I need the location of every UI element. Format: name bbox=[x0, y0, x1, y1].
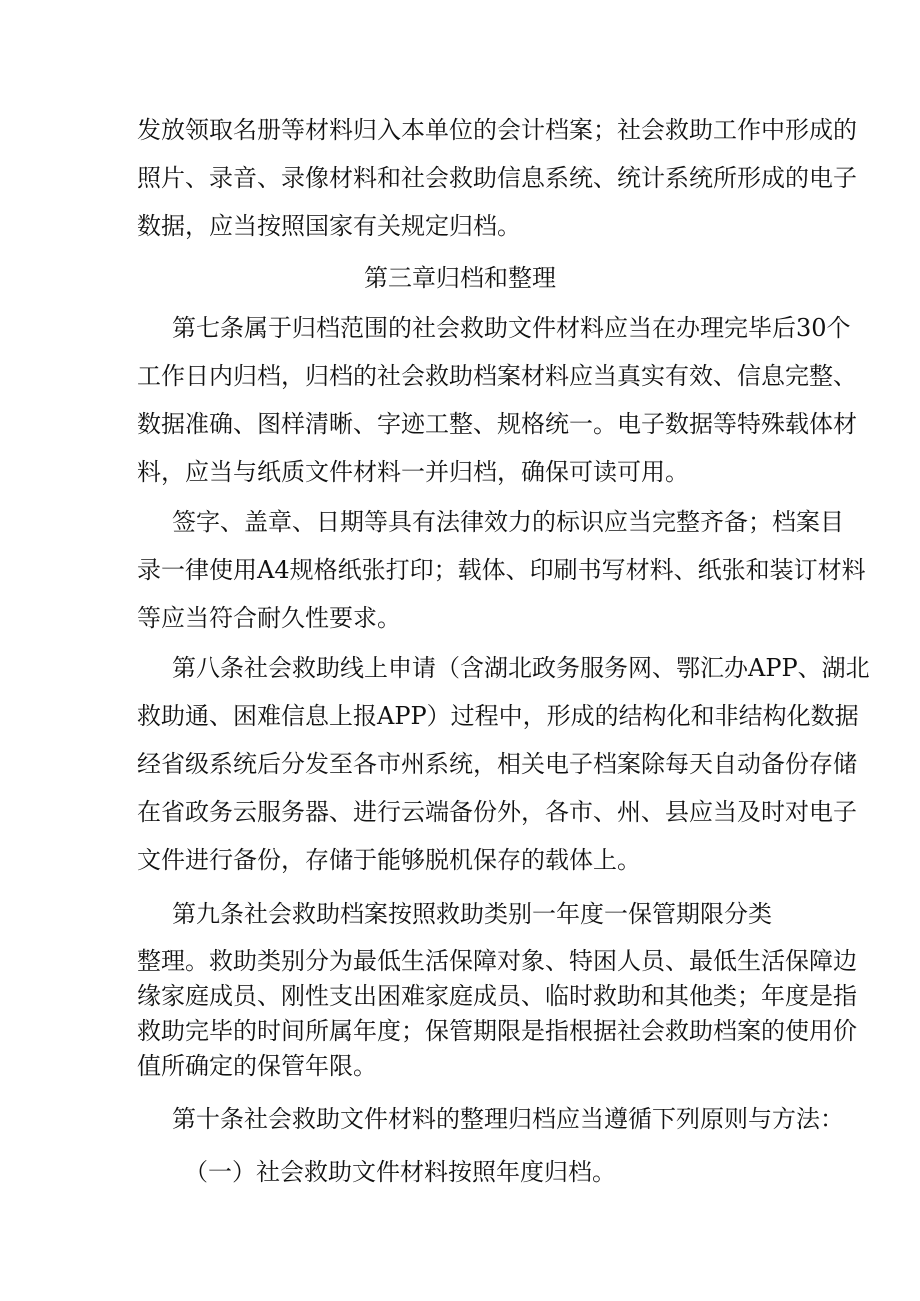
body-text-line: 整理。救助类别分为最低生活保障对象、特困人员、最低生活保障边 bbox=[137, 947, 857, 975]
body-text-line: 在省政务云服务器、进行云端备份外，各市、州、县应当及时对电子 bbox=[137, 798, 857, 826]
body-text-line: 经省级系统后分发至各市州系统，相关电子档案除每天自动备份存储 bbox=[137, 750, 857, 778]
body-text-line: 救助完毕的时间所属年度；保管期限是指根据社会救助档案的使用价 bbox=[137, 1017, 857, 1045]
body-text-line: 缘家庭成员、刚性支出困难家庭成员、临时救助和其他类；年度是指 bbox=[137, 982, 857, 1010]
body-text-line: 工作日内归档，归档的社会救助档案材料应当真实有效、信息完整、 bbox=[137, 362, 857, 390]
chapter-heading: 第三章归档和整理 bbox=[364, 264, 556, 292]
body-text-line: 值所确定的保管年限。 bbox=[137, 1052, 377, 1080]
body-text-line: 数据准确、图样清晰、字迹工整、规格统一。电子数据等特殊载体材 bbox=[137, 410, 857, 438]
body-text-line: 文件进行备份，存储于能够脱机保存的载体上。 bbox=[137, 846, 641, 874]
body-text-line: 第八条社会救助线上申请（含湖北政务服务网、鄂汇办APP、湖北 bbox=[172, 654, 870, 682]
body-text-line: 料，应当与纸质文件材料一并归档，确保可读可用。 bbox=[137, 458, 689, 486]
body-text-line: 数据，应当按照国家有关规定归档。 bbox=[137, 212, 521, 240]
body-text-line: 照片、录音、录像材料和社会救助信息系统、统计系统所形成的电子 bbox=[137, 164, 857, 192]
body-text-line: 录一律使用A4规格纸张打印；载体、印刷书写材料、纸张和装订材料 bbox=[137, 556, 866, 584]
body-text-line: 发放领取名册等材料归入本单位的会计档案；社会救助工作中形成的 bbox=[137, 116, 857, 144]
body-text-line: 第九条社会救助档案按照救助类别一年度一保管期限分类 bbox=[172, 900, 772, 928]
body-text-line: 救助通、困难信息上报APP）过程中，形成的结构化和非结构化数据 bbox=[137, 702, 859, 730]
body-text-line: 等应当符合耐久性要求。 bbox=[137, 604, 401, 632]
body-text-line: 签字、盖章、日期等具有法律效力的标识应当完整齐备；档案目 bbox=[172, 508, 844, 536]
list-item-line: （一）社会救助文件材料按照年度归档。 bbox=[184, 1158, 616, 1186]
body-text-line: 第七条属于归档范围的社会救助文件材料应当在办理完毕后30个 bbox=[172, 314, 851, 342]
body-text-line: 第十条社会救助文件材料的整理归档应当遵循下列原则与方法： bbox=[172, 1105, 844, 1133]
